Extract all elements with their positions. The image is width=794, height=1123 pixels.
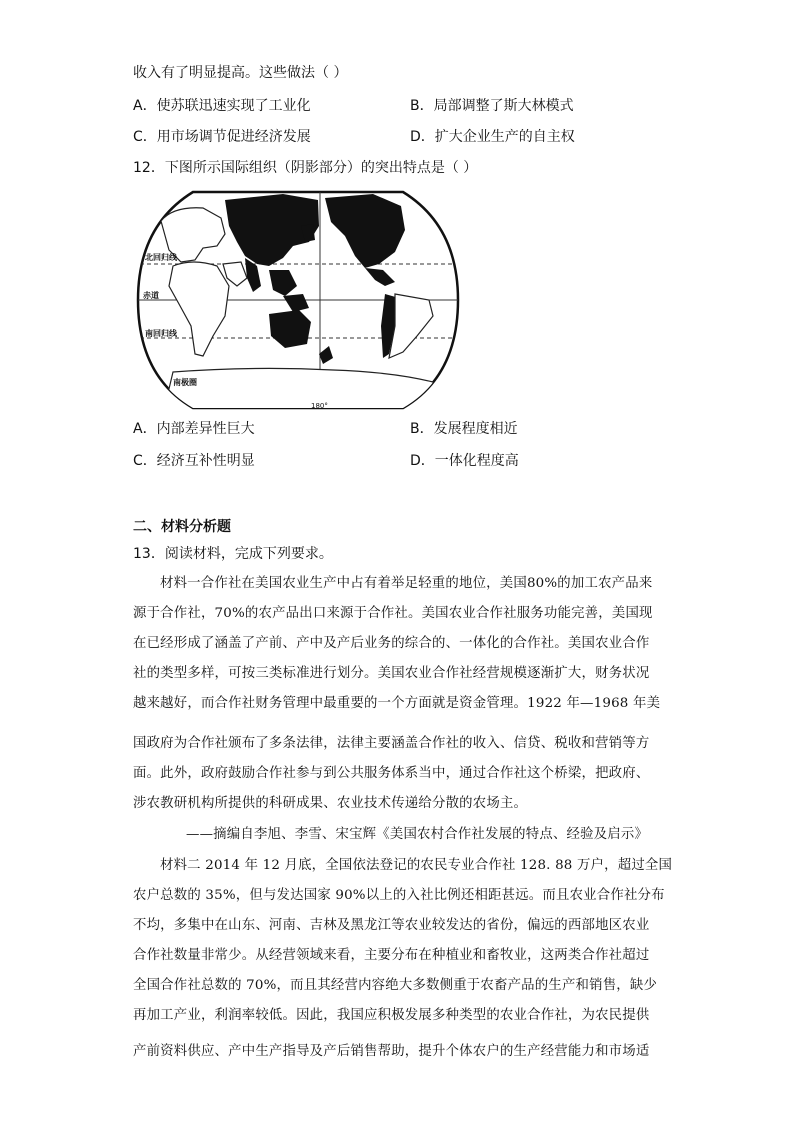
q11-option-d: D．扩大企业生产的自主权 — [410, 129, 575, 145]
material2-line: 农户总数的 35%，但与发达国家 90%以上的入社比例还相距甚远。而且农业合作社分布 — [133, 888, 665, 903]
material1-line: 越来越好，而合作社财务管理中最重要的一个方面就是资金管理。1922 年—1968 年美 — [133, 696, 661, 711]
tropic-of-capricorn-label: 南回归线 — [145, 329, 177, 338]
q11-stem-tail: 收入有了明显提高。这些做法（ ） — [133, 65, 348, 81]
material2-line: 合作社数量非常少。从经营领域来看，主要分布在种植业和畜牧业，这两类合作社超过 — [133, 948, 650, 963]
world-map-figure — [133, 186, 463, 414]
equator-label: 赤道 — [143, 291, 159, 300]
date-line-label: 180° — [311, 402, 328, 410]
material1-line: 在已经形成了涵盖了产前、产中及产后业务的综合的、一体化的合作社。美国农业合作 — [133, 636, 650, 651]
material1-source: ——摘编自李旭、李雪、宋宝辉《美国农村合作社发展的特点、经验及启示》 — [186, 827, 649, 842]
q12-option-a: A．内部差异性巨大 — [133, 421, 255, 437]
material1-line: 国政府为合作社颁布了多条法律，法律主要涵盖合作社的收入、信贷、税收和营销等方 — [133, 736, 650, 751]
q11-option-c: C．用市场调节促进经济发展 — [133, 129, 311, 145]
material1-line: 涉农教研机构所提供的科研成果、农业技术传递给分散的农场主。 — [133, 796, 528, 811]
antarctica-outline — [163, 368, 433, 414]
material1-line: 社的类型多样，可按三类标准进行划分。美国农业合作社经营规模逐渐扩大，财务状况 — [133, 666, 650, 681]
q13-stem: 13．阅读材料，完成下列要求。 — [133, 546, 333, 562]
q12-option-b: B．发展程度相近 — [410, 421, 518, 437]
q12-option-d: D．一体化程度高 — [410, 453, 519, 469]
antarctic-circle-label: 南极圈 — [173, 378, 197, 387]
q11-option-a: A．使苏联迅速实现了工业化 — [133, 98, 311, 114]
tropic-of-cancer-label: 北回归线 — [145, 253, 177, 262]
material1-line: 面。此外，政府鼓励合作社参与到公共服务体系当中，通过合作社这个桥梁，把政府、 — [133, 766, 650, 781]
material1-line: 源于合作社，70%的农产品出口来源于合作社。美国农业合作社服务功能完善，美国现 — [133, 606, 653, 621]
material2-line: 再加工产业，利润率较低。因此，我国应积极发展多种类型的农业合作社，为农民提供 — [133, 1008, 650, 1023]
material2-line: 材料二 2014 年 12 月底，全国依法登记的农民专业合作社 128. 88 万户，超过全国 — [160, 858, 673, 873]
q12-option-c: C．经济互补性明显 — [133, 453, 255, 469]
material1-line: 材料一合作社在美国农业生产中占有着举足轻重的地位，美国80%的加工农产品来 — [160, 576, 653, 591]
material2-line: 产前资料供应、产中生产指导及产后销售帮助，提升个体农户的生产经营能力和市场适 — [133, 1044, 650, 1059]
q12-stem: 12．下图所示国际组织（阴影部分）的突出特点是（ ） — [133, 160, 478, 176]
material2-line: 不均，多集中在山东、河南、吉林及黑龙江等农业较发达的省份，偏远的西部地区农业 — [133, 918, 650, 933]
section-heading: 二、材料分析题 — [133, 519, 231, 535]
q11-option-b: B．局部调整了斯大林模式 — [410, 98, 574, 114]
material2-line: 全国合作社总数的 70%，而且其经营内容绝大多数侧重于农畜产品的生产和销售，缺少 — [133, 978, 658, 993]
